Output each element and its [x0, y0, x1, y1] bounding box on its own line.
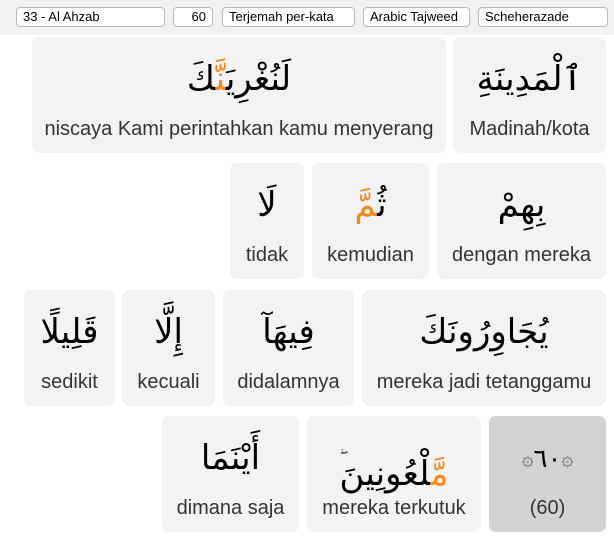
word-translation: dimana saja: [176, 497, 285, 519]
word-tile[interactable]: [453, 37, 606, 153]
translation-mode-select[interactable]: Terjemah per-kata: [222, 7, 355, 27]
ayah-number-arabic: ۞٦٠۞: [521, 444, 574, 474]
toolbar: [0, 0, 614, 35]
word-tile[interactable]: [223, 290, 354, 406]
surah-select[interactable]: 33 - Al Ahzab: [16, 7, 165, 27]
word-translation: kemudian: [327, 244, 414, 266]
word-tile[interactable]: [122, 290, 215, 406]
script-style-select[interactable]: Arabic Tajweed: [363, 7, 470, 27]
word-tile[interactable]: [24, 290, 115, 406]
word-translation: Madinah/kota: [469, 118, 590, 140]
arabic-word: يُجَاوِرُونَكَ: [419, 312, 549, 352]
word-translation: didalamnya: [237, 371, 340, 393]
ayah-number-field[interactable]: 60: [173, 7, 213, 27]
word-translation: niscaya Kami perintahkan kamu menyerang: [44, 118, 434, 140]
arabic-word: فِيهَآ: [262, 312, 315, 352]
word-translation: mereka terkutuk: [322, 497, 466, 519]
arabic-word: ثُمَّ: [354, 185, 387, 225]
word-translation: mereka jadi tetanggamu: [376, 371, 592, 393]
arabic-word: أَيْنَمَا: [200, 438, 261, 478]
font-select[interactable]: Scheherazade: [478, 7, 608, 27]
word-tile[interactable]: [32, 37, 446, 153]
arabic-word: إِلَّا: [154, 312, 183, 352]
word-translation: dengan mereka: [452, 244, 591, 266]
ayah-end-marker[interactable]: [489, 416, 606, 532]
arabic-word: لَنُغْرِيَنَّكَ: [186, 59, 292, 99]
word-tile[interactable]: [362, 290, 606, 406]
word-tile[interactable]: [230, 163, 304, 279]
arabic-word: مَّلْعُونِينَ: [339, 454, 449, 494]
word-tile[interactable]: [162, 416, 299, 532]
word-tile[interactable]: [437, 163, 606, 279]
arabic-word: قَلِيلًا: [40, 312, 99, 352]
word-translation: sedikit: [41, 371, 98, 393]
ornament-icon: ۞: [561, 446, 574, 470]
word-translation: kecuali: [137, 371, 200, 393]
word-tile[interactable]: [312, 163, 429, 279]
arabic-word: لَا: [257, 185, 277, 225]
arabic-word: بِهِمْ: [497, 185, 546, 225]
ornament-icon: ۞: [521, 446, 534, 470]
ayah-number-label: (60): [529, 497, 566, 519]
word-translation: tidak: [245, 244, 289, 266]
word-tile[interactable]: [307, 416, 481, 532]
arabic-word: ٱلْمَدِينَةِ: [476, 59, 583, 99]
